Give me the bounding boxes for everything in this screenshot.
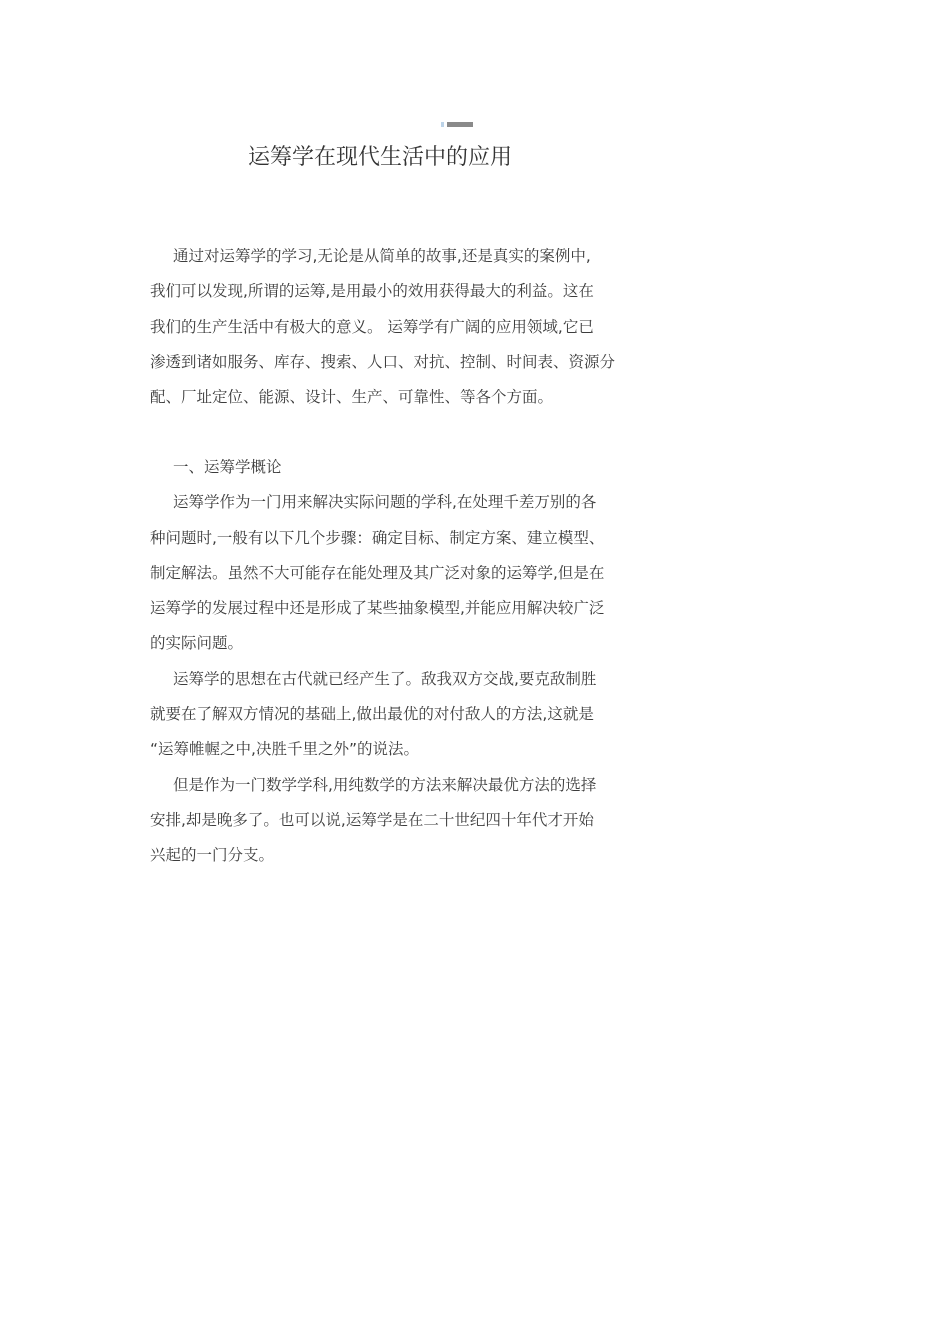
- intro-paragraph: [150, 239, 630, 415]
- paragraph-line: 运筹学的思想在古代就已经产生了。敌我双方交战,要克敌制胜: [173, 669, 597, 688]
- paragraph-line: 制定解法。虽然不大可能存在能处理及其广泛对象的运筹学,但是在: [150, 563, 605, 582]
- paragraph-line: 但是作为一门数学学科,用纯数学的方法来解决最优方法的选择: [173, 775, 597, 794]
- paragraph-line: 渗透到诸如服务、库存、搜索、人口、对抗、控制、时间表、资源分: [150, 352, 616, 371]
- paragraph-line: 的实际问题。: [150, 634, 244, 653]
- paragraph-line: 兴起的一门分支。: [150, 846, 275, 865]
- paragraph-line: 运筹学作为一门用来解决实际问题的学科,在处理千差万别的各: [173, 493, 597, 512]
- header-mark-bar: [447, 122, 473, 127]
- paragraph-line: 配、厂址定位、能源、设计、生产、可靠性、等各个方面。: [150, 388, 554, 407]
- document-title: 运筹学在现代生活中的应用: [248, 145, 513, 170]
- section-overview: [150, 450, 630, 874]
- paragraph-line: 就要在了解双方情况的基础上,做出最优的对付敌人的方法,这就是: [150, 705, 594, 724]
- paragraph-line: 通过对运筹学的学习,无论是从简单的故事,还是真实的案例中,: [173, 247, 591, 265]
- paragraph-line: 运筹学的发展过程中还是形成了某些抽象模型,并能应用解决较广泛: [150, 599, 605, 618]
- paragraph-line: 安排,却是晚多了。也可以说,运筹学是在二十世纪四十年代才开始: [150, 810, 594, 829]
- paragraph-line: 我们可以发现,所谓的运筹,是用最小的效用获得最大的利益。这在: [150, 282, 594, 301]
- header-mark-dot: [441, 122, 444, 127]
- header-mark: [441, 122, 473, 127]
- section-heading: 一、运筹学概论: [173, 458, 282, 476]
- paragraph-line: “运筹帷幄之中,决胜千里之外”的说法。: [150, 740, 419, 759]
- paragraph-line: 种问题时,一般有以下几个步骤：确定目标、制定方案、建立模型、: [150, 528, 605, 547]
- paragraph-line: 我们的生产生活中有极大的意义。 运筹学有广阔的应用领域,它已: [150, 317, 594, 336]
